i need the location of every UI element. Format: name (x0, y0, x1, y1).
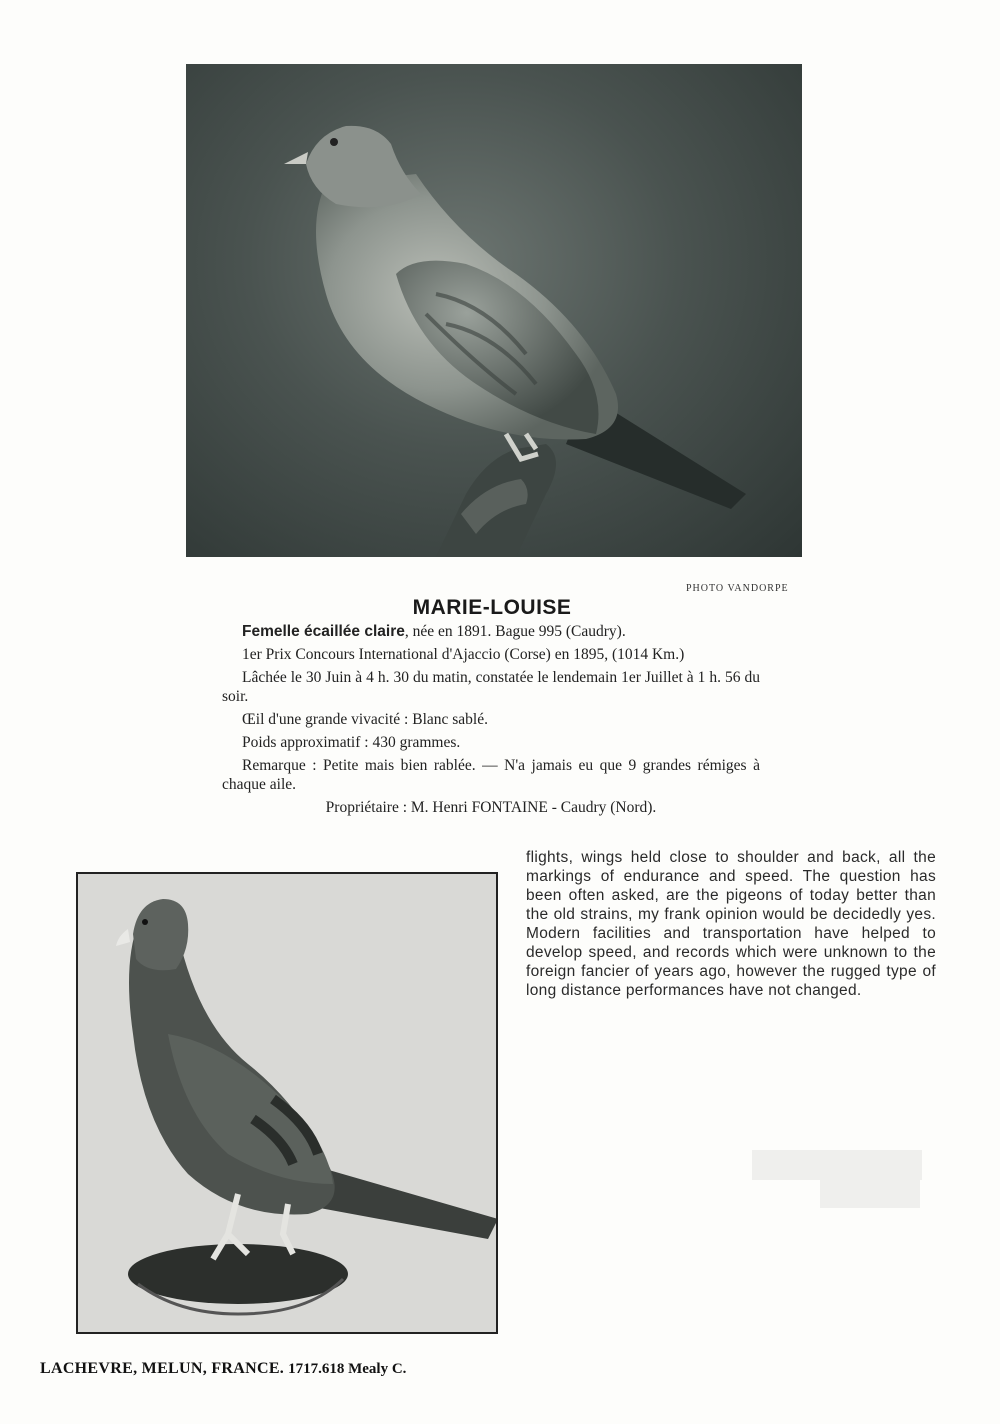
article-text (526, 848, 936, 1000)
owner-line: Propriétaire : M. Henri FONTAINE - Caudry (Nord). (325, 799, 657, 816)
eye-line: Œil d'une grande vivacité : Blanc sablé. (242, 711, 488, 728)
scan-artifact (820, 1180, 920, 1208)
bottom-pigeon-photo (76, 872, 498, 1334)
publisher-line: LACHEVRE, MELUN, FRANCE. (40, 1360, 285, 1377)
pigeon-name-heading: MARIE-LOUISE (412, 596, 572, 619)
birth-ring-text: , née en 1891. Bague 995 (Caudry). (404, 623, 626, 640)
top-pigeon-photo (186, 64, 802, 557)
pigeon-description (222, 622, 760, 821)
catalog-code: 1717.618 Mealy C. (288, 1361, 407, 1377)
release-line: Lâchée le 30 Juin à 4 h. 30 du matin, constatée le lendemain 1er Juillet à 1 h. 56 du soir. (222, 669, 760, 705)
type-line (222, 622, 760, 641)
standing-pigeon-illustration (78, 874, 496, 1332)
article-paragraph: flights, wings held close to shoulder and back, all the markings of endurance and speed. The question has been often asked, are the pigeons of today better than the old strains, my frank opinion would be decidedly yes. Modern facilities and transportation have helped to develop speed, and records which were unknown to the foreign fancier of years ago, however the rugged type of long distance performances have not changed. (526, 849, 936, 999)
remark-line: Remarque : Petite mais bien rablée. — N'a jamais eu que 9 grandes rémiges à chaque aile. (222, 757, 760, 793)
weight-line: Poids approximatif : 430 grammes. (242, 734, 461, 751)
scan-artifact (752, 1150, 922, 1180)
prize-line: 1er Prix Concours International d'Ajaccio (Corse) en 1895, (1014 Km.) (242, 646, 685, 663)
footer-imprint (40, 1360, 406, 1378)
type-label: Femelle écaillée claire (242, 623, 405, 640)
photo-credit: PHOTO VANDORPE (686, 583, 789, 594)
pigeon-on-perch-illustration (186, 64, 802, 557)
